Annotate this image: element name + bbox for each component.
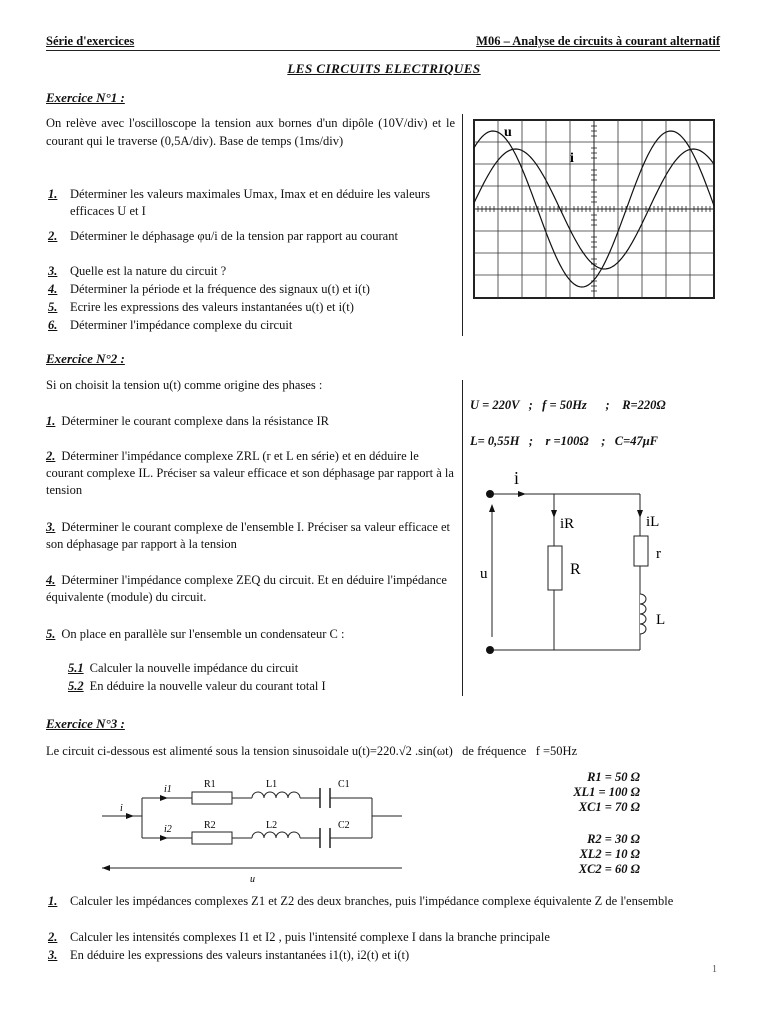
ex2-data-line1: U = 220V ; f = 50Hz ; R=220Ω — [470, 398, 666, 412]
q-number: 1. — [48, 894, 58, 908]
label-R1: R1 — [204, 779, 216, 790]
label-u: u — [480, 566, 488, 582]
q-text: Déterminer le déphasage φu/i de la tension par rapport au courant — [70, 229, 398, 243]
label-u: u — [250, 874, 255, 885]
ex2-q1 — [46, 413, 456, 430]
ex2-title: Exercice N°2 : — [46, 351, 125, 366]
q-text: Déterminer l'impédance complexe ZRL (r et L en série) et en déduire le courant complexe IL. Préciser sa valeur efficace et son déphasage par rapport à la tension — [46, 449, 454, 497]
ex3-q3 — [48, 947, 726, 964]
q-number: 4. — [46, 573, 56, 587]
q-number: 2. — [48, 229, 58, 243]
q-text: Calculer la nouvelle impédance du circuit — [89, 661, 299, 675]
q-text: Déterminer le courant complexe dans la résistance IR — [61, 414, 329, 428]
ex2-intro: Si on choisit la tension u(t) comme origine des phases : — [46, 378, 323, 392]
ex3-q1 — [48, 893, 726, 910]
q-text: En déduire la nouvelle valeur du courant total I — [89, 679, 326, 693]
terminal-top — [486, 490, 494, 498]
q-number: 1. — [48, 187, 58, 201]
header-divider — [46, 50, 720, 51]
i2-arrow — [160, 835, 168, 841]
q-number: 5. — [46, 627, 56, 641]
value-R1: R1 = 50 Ω — [587, 770, 640, 784]
q-text: Déterminer l'impédance complexe ZEQ du circuit. Et en déduire l'impédance équivalente (module) du circuit. — [46, 573, 447, 604]
label-C1: C1 — [338, 779, 350, 790]
ex3-q2 — [48, 929, 726, 946]
ex1-q3 — [48, 263, 456, 280]
ex1-separator — [462, 114, 463, 336]
q-text: On place en parallèle sur l'ensemble un condensateur C : — [61, 627, 345, 641]
q-text: En déduire les expressions des valeurs instantanées i1(t), i2(t) et i(t) — [70, 948, 410, 962]
ex2-q51 — [68, 660, 458, 677]
ex3-circuit-diagram — [102, 768, 462, 888]
q-number: 3. — [46, 520, 56, 534]
ex1-title: Exercice N°1 : — [46, 90, 125, 105]
label-R2: R2 — [204, 820, 216, 831]
q-text: Déterminer les valeurs maximales Umax, Imax et en déduire les valeurs efficaces U et I — [70, 187, 430, 218]
q-text: Déterminer l'impédance complexe du circuit — [70, 318, 293, 332]
iL-arrow — [637, 510, 643, 518]
ex3-title: Exercice N°3 : — [46, 716, 125, 731]
ex1-intro: On relève avec l'oscilloscope la tension aux bornes d'un dipôle (10V/div) et le courant qui le traverse (0,5A/div). Base de temps (1ms/div) — [46, 116, 455, 148]
label-i: i — [120, 803, 123, 814]
q-text: Quelle est la nature du circuit ? — [70, 264, 227, 278]
ex2-q52 — [68, 678, 458, 695]
label-iR: iR — [560, 516, 575, 532]
iR-arrow — [551, 510, 557, 518]
label-i: i — [514, 468, 520, 488]
page-title: LES CIRCUITS ELECTRIQUES — [287, 61, 481, 76]
label-L: L — [656, 612, 666, 628]
ex2-separator — [462, 380, 463, 696]
ex3-values-branch2 — [560, 832, 640, 877]
ex1-q6 — [48, 317, 456, 334]
q-number: 6. — [48, 318, 58, 332]
label-C2: C2 — [338, 820, 350, 831]
i1-arrow — [160, 795, 168, 801]
label-L1: L1 — [266, 779, 278, 790]
u-label: u — [504, 125, 512, 140]
value-XC1: XC1 = 70 Ω — [578, 800, 640, 814]
header-left: Série d'exercices — [46, 34, 135, 48]
value-XL2: XL2 = 10 Ω — [579, 847, 640, 861]
q-number: 3. — [48, 264, 58, 278]
page-number: 1 — [712, 964, 717, 975]
value-XC2: XC2 = 60 Ω — [578, 862, 640, 876]
q-text: Ecrire les expressions des valeurs instantanées u(t) et i(t) — [70, 300, 354, 314]
value-XL1: XL1 = 100 Ω — [573, 785, 640, 799]
header-right: M06 – Analyse de circuits à courant alternatif — [476, 34, 720, 48]
label-R: R — [570, 561, 581, 578]
u-arrow — [102, 865, 110, 871]
i-arrow — [518, 491, 526, 497]
q-number: 2. — [48, 930, 58, 944]
q-number: 5.1 — [68, 661, 84, 675]
ex2-q3 — [46, 519, 456, 553]
q-text: Déterminer le courant complexe de l'ensemble I. Préciser sa valeur efficace et son déphasage par rapport à la tension — [46, 520, 451, 551]
terminal-bottom — [486, 646, 494, 654]
ex1-q5 — [48, 299, 456, 316]
u-arrow — [489, 504, 495, 512]
q-number: 2. — [46, 449, 56, 463]
label-iL: iL — [646, 514, 660, 530]
q-text: Calculer les impédances complexes Z1 et Z2 des deux branches, puis l'impédance complexe équivalente Z de l'ensemble — [70, 894, 674, 908]
q-number: 4. — [48, 282, 58, 296]
ex2-q4 — [46, 572, 456, 606]
label-i1: i1 — [164, 784, 172, 795]
i-arrow — [126, 813, 134, 819]
ex1-q2 — [48, 228, 456, 245]
ex2-q5 — [46, 626, 456, 643]
ex3-values-branch1 — [560, 770, 640, 815]
q-number: 5.2 — [68, 679, 84, 693]
oscilloscope-screen — [472, 118, 716, 300]
label-i2: i2 — [164, 824, 172, 835]
q-text: Déterminer la période et la fréquence des signaux u(t) et i(t) — [70, 282, 370, 296]
ex2-circuit-diagram — [470, 462, 720, 662]
ex2-data-line2: L= 0,55H ; r =100Ω ; C=47μF — [470, 434, 658, 448]
value-R2: R2 = 30 Ω — [587, 832, 640, 846]
q-number: 5. — [48, 300, 58, 314]
label-L2: L2 — [266, 820, 278, 831]
ex1-q1 — [48, 186, 456, 220]
ex2-q2 — [46, 448, 456, 499]
i-label: i — [570, 151, 574, 166]
ex1-q4 — [48, 281, 456, 298]
q-text: Calculer les intensités complexes I1 et I2 , puis l'intensité complexe I dans la branche principale — [70, 930, 550, 944]
label-r: r — [656, 546, 661, 562]
q-number: 3. — [48, 948, 58, 962]
q-number: 1. — [46, 414, 56, 428]
ex3-intro: Le circuit ci-dessous est alimenté sous la tension sinusoidale u(t)=220.√2 .sin(ωt) de fréquence f =50Hz — [46, 744, 578, 758]
